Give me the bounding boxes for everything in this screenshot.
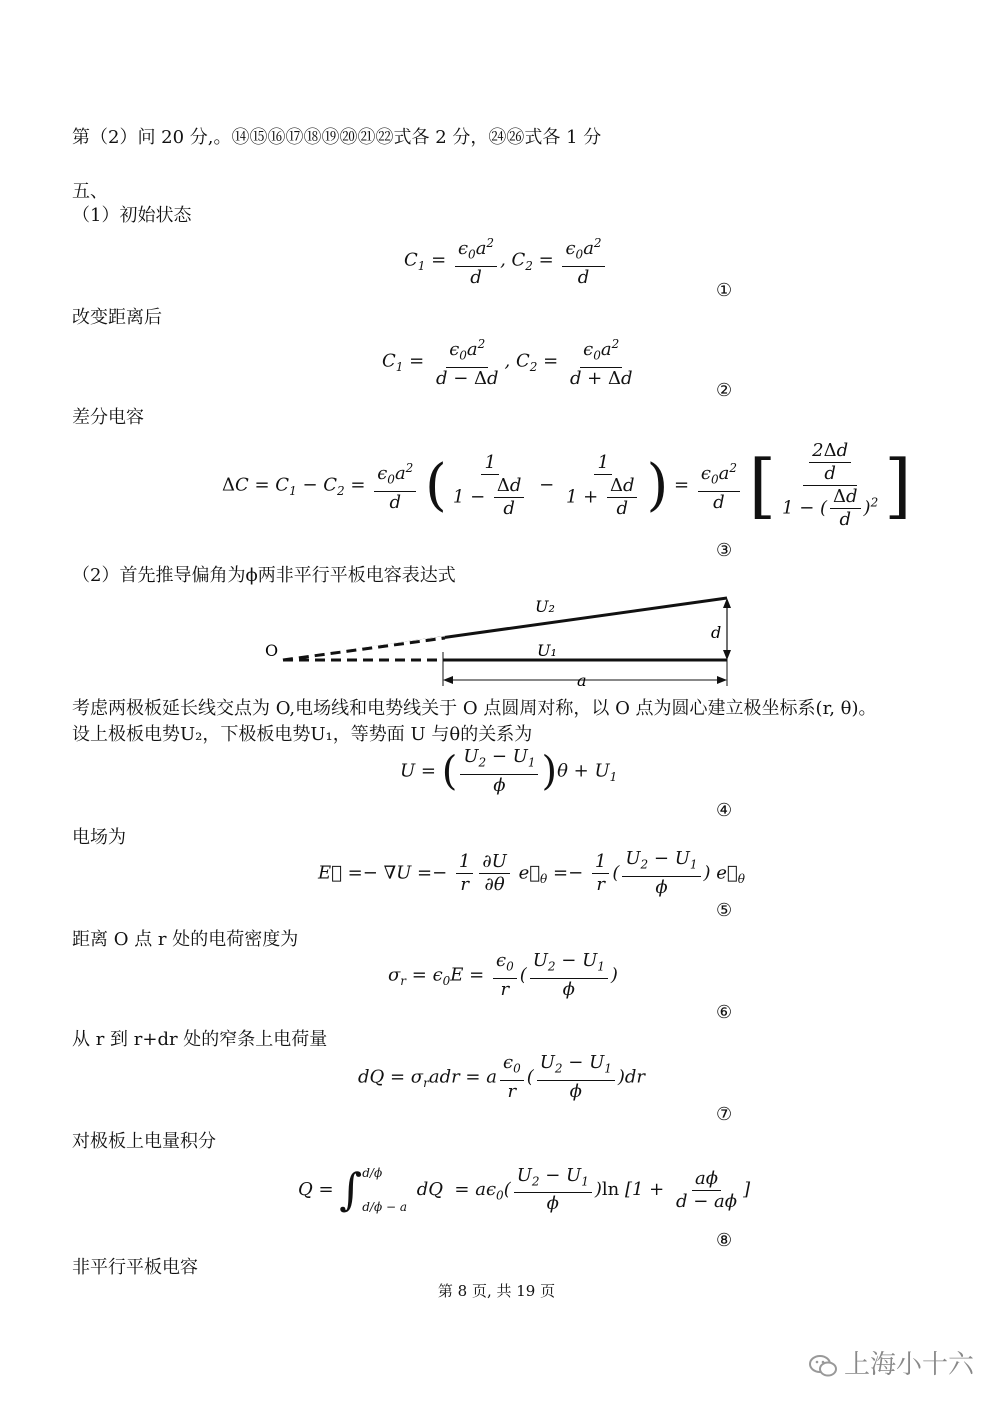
eq-number-6: ⑥: [716, 1002, 733, 1023]
watermark: [808, 1344, 974, 1381]
part1-heading: （1）初始状态: [72, 205, 192, 226]
integrate-line: 对极板上电量积分: [72, 1131, 216, 1152]
u1-label: U₁: [537, 641, 557, 660]
eq-number-4: ④: [716, 800, 733, 821]
equation-2: $C_1$ = $\frac{\epsilon_0a^2}{d - \Delta d}$ , $C_2$ = $\frac{\epsilon_0a^2}{d + \Delta d}$: [382, 333, 639, 390]
equation-3: $\Delta C = C_1 - C_2$ = $\frac{\epsilon_0a^2}{d}$ ( 1 1 − $\frac{\Delta d}{d}$ − 1 1 + $\frac{\Delta d}{d}$ ) = $\frac{\epsilon_0a^2}{d}$ [ $\frac{2\Delta d}{d}$ 1 − ( $\frac{\Delta d}{d}$ )$^2$ ]: [222, 440, 912, 530]
eq-number-1: ①: [716, 280, 733, 301]
change-line: 改变距离后: [72, 307, 162, 328]
d-label: d: [711, 623, 722, 642]
equation-1: $C_1$ = $\frac{\epsilon_0a^2}{d}$ , $C_2$ = $\frac{\epsilon_0a^2}{d}$: [404, 232, 608, 289]
eq-number-8: ⑧: [716, 1230, 733, 1251]
consider-line: 考虑两极板延长线交点为 O,电场线和电势线关于 O 点圆周对称，以 O 点为圆心建立极坐标系(r, θ)。: [72, 698, 877, 719]
equation-8: Q = ∫ d/ϕ d/ϕ − a dQ = $a\epsilon_0$( $\frac{U_2 - U_1}{\phi}$ )ln [1 + $\frac{a\phi}{d - a\phi}$ ]: [298, 1164, 751, 1216]
equation-6: $\sigma_r = \epsilon_0E$ = $\frac{\epsilon_0}{r}$ ( $\frac{U_2 - U_1}{\phi}$ ): [388, 950, 618, 1000]
diff-line: 差分电容: [72, 407, 144, 428]
set-line: 设上极板电势U₂，下极板电势U₁，等势面 U 与θ的关系为: [72, 724, 533, 745]
watermark-text: 上海小十六: [844, 1350, 975, 1380]
page-footer: 第 8 页, 共 19 页: [437, 1282, 556, 1300]
equation-4: U = ( $\frac{U_2 - U_1}{\phi}$ )$\theta + U_1$: [400, 746, 618, 796]
plate-diagram: [255, 590, 755, 690]
eq-number-3: ③: [716, 540, 733, 561]
u2-label: U₂: [535, 597, 555, 616]
density-line: 距离 O 点 r 处的电荷密度为: [72, 929, 299, 950]
equation-5: E⃗ =− ∇U =− $\frac{1}{r}$ $\frac{\partial U}{\partial\theta}$ $e⃗_\theta$ =− $\frac{1}{r}$ ( $\frac{U_2 - U_1}{\phi}$ ) $e⃗_\theta$: [318, 848, 745, 898]
section-title: 五、: [72, 181, 108, 202]
field-line: 电场为: [72, 827, 126, 848]
scoring-line: 第（2）问 20 分,。⑭⑮⑯⑰⑱⑲⑳㉑㉒式各 2 分，㉔㉖式各 1 分: [72, 127, 602, 148]
wechat-icon: [808, 1353, 838, 1379]
eq-number-5: ⑤: [716, 900, 733, 921]
strip-line: 从 r 到 r+dr 处的窄条上电荷量: [72, 1029, 328, 1050]
part2-heading: （2）首先推导偏角为ϕ两非平行平板电容表达式: [72, 565, 456, 586]
eq-number-2: ②: [716, 380, 733, 401]
eq-number-7: ⑦: [716, 1104, 733, 1125]
origin-label: O: [265, 641, 279, 660]
nonparallel-line: 非平行平板电容: [72, 1257, 198, 1278]
equation-7: dQ = $\sigma_radr = a$ $\frac{\epsilon_0}{r}$ ( $\frac{U_2 - U_1}{\phi}$ )dr: [358, 1052, 646, 1102]
a-label: a: [577, 671, 587, 690]
